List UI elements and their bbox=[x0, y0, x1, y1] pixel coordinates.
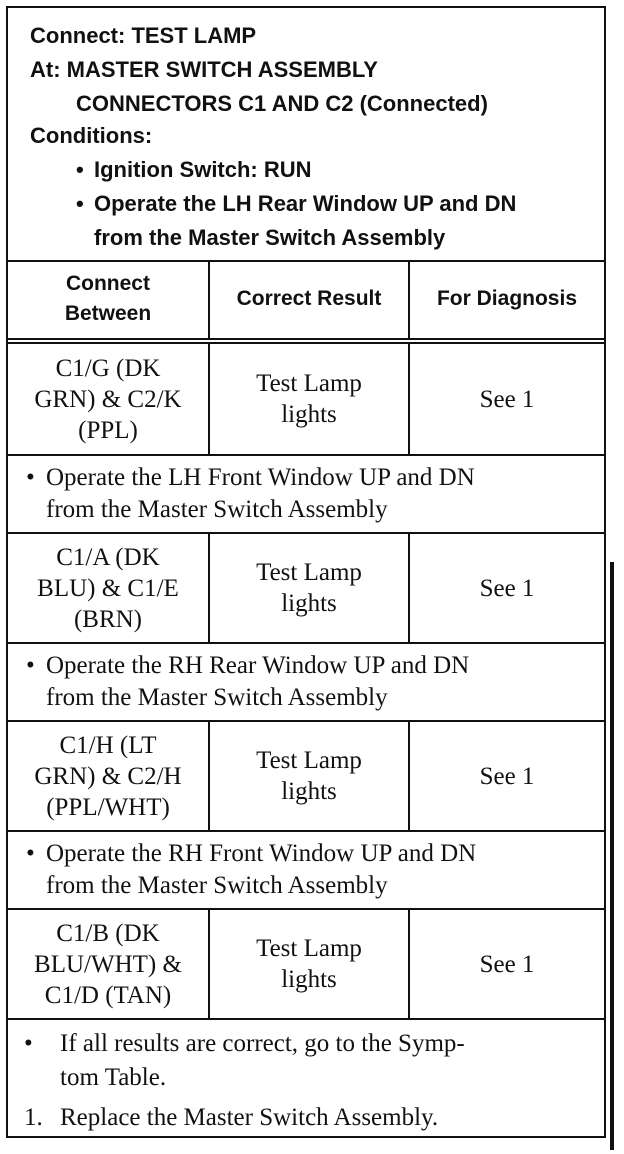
connect-label: Connect: TEST LAMP bbox=[30, 23, 257, 48]
footer-notes bbox=[8, 1020, 604, 1136]
test-header bbox=[8, 8, 604, 262]
condition-ignition: • Ignition Switch: RUN bbox=[94, 156, 312, 184]
connect-between-cell: C1/H (LT GRN) & C2/H (PPL/WHT) bbox=[8, 722, 210, 830]
diagnosis-cell: See 1 bbox=[479, 950, 535, 978]
table-row bbox=[8, 910, 604, 1018]
connect-between-cell: C1/A (DK BLU) & C1/E (BRN) bbox=[8, 534, 210, 642]
connect-between-cell: C1/B (DK BLU/WHT) & C1/D (TAN) bbox=[8, 910, 210, 1018]
table-row bbox=[8, 722, 604, 830]
correct-result-cell: Test Lamp lights bbox=[210, 534, 410, 642]
step-number: 1. bbox=[24, 1104, 43, 1131]
note-line: If all results are correct, go to the Symp- bbox=[60, 1030, 465, 1057]
column-header-connect-between: Connect Between bbox=[8, 260, 210, 338]
bullet-icon: • bbox=[26, 464, 35, 491]
bullet-icon: • bbox=[24, 1030, 33, 1057]
diagnosis-cell: See 1 bbox=[479, 385, 535, 413]
column-header-row bbox=[8, 260, 604, 338]
operation-text: Operate the RH Front Window UP and DN from the Master Switch Assembly bbox=[46, 840, 477, 899]
correct-result-cell: Test Lamp lights bbox=[210, 344, 410, 454]
column-header-correct-result: Correct Result bbox=[210, 260, 410, 338]
operation-row bbox=[8, 832, 604, 908]
note-line-cont: tom Table. bbox=[60, 1064, 167, 1091]
table-row bbox=[8, 344, 604, 454]
at-label: At: MASTER SWITCH ASSEMBLY bbox=[30, 57, 378, 82]
conditions-label: Conditions: bbox=[30, 123, 153, 148]
page-edge-rule bbox=[610, 562, 614, 1150]
operation-row bbox=[8, 644, 604, 720]
at-connectors: CONNECTORS C1 AND C2 (Connected) bbox=[76, 91, 488, 116]
correct-result-cell: Test Lamp lights bbox=[210, 722, 410, 830]
step-text: Replace the Master Switch Assembly. bbox=[60, 1104, 439, 1131]
bullet-icon: • bbox=[26, 652, 35, 679]
condition-operate-lh-rear: • Operate the LH Rear Window UP and DN bbox=[94, 190, 516, 218]
condition-operate-lh-rear-cont: from the Master Switch Assembly bbox=[94, 225, 446, 250]
diagnosis-cell: See 1 bbox=[479, 762, 535, 790]
correct-result-cell: Test Lamp lights bbox=[210, 910, 410, 1018]
connect-between-cell: C1/G (DK GRN) & C2/K (PPL) bbox=[8, 344, 210, 454]
operation-row bbox=[8, 456, 604, 532]
operation-text: Operate the RH Rear Window UP and DN from the Master Switch Assembly bbox=[46, 652, 470, 711]
diagnosis-cell: See 1 bbox=[479, 574, 535, 602]
operation-text: Operate the LH Front Window UP and DN from the Master Switch Assembly bbox=[46, 464, 475, 523]
diagnostic-test-table bbox=[6, 6, 606, 1138]
table-row bbox=[8, 534, 604, 642]
bullet-icon: • bbox=[26, 840, 35, 867]
column-header-for-diagnosis: For Diagnosis bbox=[436, 287, 578, 310]
